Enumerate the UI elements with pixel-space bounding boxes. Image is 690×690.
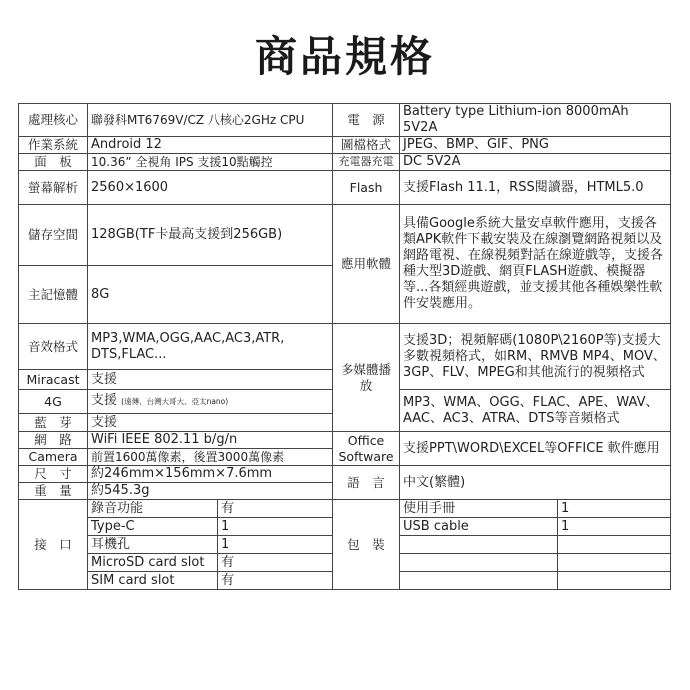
image-format-label: 圖檔格式 <box>333 137 400 154</box>
package-item-name <box>400 554 558 572</box>
os-value: Android 12 <box>88 137 333 154</box>
port-name: SIM card slot <box>88 572 218 590</box>
flash-label: Flash <box>333 171 400 205</box>
port-name: 耳機孔 <box>88 536 218 554</box>
cpu-value: 聯發科MT6769V/CZ 八核心2GHz CPU <box>88 104 333 137</box>
lte-carrier-note: (遠傳、台灣大哥大、亞太nano) <box>121 397 229 406</box>
audio-value: MP3,WMA,OGG,AAC,AC3,ATR, DTS,FLAC... <box>88 324 333 370</box>
size-value: 約246mm×156mm×7.6mm <box>88 466 333 483</box>
miracast-label: Miracast <box>19 370 88 390</box>
camera-value: 前置1600萬像素，後置3000萬像素 <box>88 449 333 466</box>
apps-label: 應用軟體 <box>333 205 400 324</box>
office-label: Office Software <box>333 432 400 466</box>
bluetooth-label: 藍 芽 <box>19 414 88 432</box>
language-label: 語 言 <box>333 466 400 500</box>
package-item-name: 使用手冊 <box>400 500 558 518</box>
package-label: 包 裝 <box>333 500 400 590</box>
package-item-value <box>558 554 671 572</box>
power-label: 電 源 <box>333 104 400 137</box>
apps-value: 具備Google系統大量安卓軟件應用，支援各類APK軟件下載安裝及在線瀏覽網路視頻以及網路電視、在線視頻對話在線遊戲等，支援各種大型3D遊戲、網頁FLASH遊戲、模擬器等...各類經典遊戲，並支援其他各種娛樂性軟件安裝應用。 <box>400 205 671 324</box>
panel-label: 面 板 <box>19 154 88 171</box>
office-value: 支援PPT\WORD\EXCEL等OFFICE 軟件應用 <box>400 432 671 466</box>
port-value: 1 <box>218 536 333 554</box>
multimedia-audio-value: MP3、WMA、OGG、FLAC、APE、WAV、AAC、AC3、ATRA、DTS等音頻格式 <box>400 390 671 432</box>
port-name: Type-C <box>88 518 218 536</box>
storage-value: 128GB(TF卡最高支援到256GB) <box>88 205 333 266</box>
port-name: 錄音功能 <box>88 500 218 518</box>
resolution-value: 2560×1600 <box>88 171 333 205</box>
image-format-value: JPEG、BMP、GIF、PNG <box>400 137 671 154</box>
port-name: MicroSD card slot <box>88 554 218 572</box>
package-item-name <box>400 536 558 554</box>
os-label: 作業系統 <box>19 137 88 154</box>
weight-label: 重 量 <box>19 483 88 500</box>
spec-table <box>18 103 671 590</box>
miracast-value: 支援 <box>88 370 333 390</box>
package-item-name: USB cable <box>400 518 558 536</box>
port-value: 1 <box>218 518 333 536</box>
multimedia-video-value: 支援3D；視頻解碼(1080P\2160P等)支援大多數視頻格式，如RM、RMVB MP4、MOV、3GP、FLV、MPEG和其他流行的視頻格式 <box>400 324 671 390</box>
flash-value: 支援Flash 11.1，RSS閱讀器，HTML5.0 <box>400 171 671 205</box>
package-item-name <box>400 572 558 590</box>
charger-value: DC 5V2A <box>400 154 671 171</box>
memory-label: 主記憶體 <box>19 266 88 324</box>
port-value: 有 <box>218 554 333 572</box>
bluetooth-value: 支援 <box>88 414 333 432</box>
lte-value <box>88 390 333 414</box>
lte-support: 支援 <box>91 393 118 408</box>
charger-label: 充電器充電 <box>333 154 400 171</box>
package-item-value: 1 <box>558 518 671 536</box>
language-value: 中文(繁體) <box>400 466 671 500</box>
memory-value: 8G <box>88 266 333 324</box>
port-value: 有 <box>218 500 333 518</box>
multimedia-label: 多媒體播放 <box>333 324 400 432</box>
network-label: 網 路 <box>19 432 88 449</box>
camera-label: Camera <box>19 449 88 466</box>
network-value: WiFi IEEE 802.11 b/g/n <box>88 432 333 449</box>
cpu-label: 處理核心 <box>19 104 88 137</box>
size-label: 尺 寸 <box>19 466 88 483</box>
port-value: 有 <box>218 572 333 590</box>
weight-value: 約545.3g <box>88 483 333 500</box>
storage-label: 儲存空間 <box>19 205 88 266</box>
ports-label: 接 口 <box>19 500 88 590</box>
panel-value: 10.36” 全視角 IPS 支援10點觸控 <box>88 154 333 171</box>
resolution-label: 螢幕解析 <box>19 171 88 205</box>
package-item-value: 1 <box>558 500 671 518</box>
package-item-value <box>558 572 671 590</box>
page-title: 商品規格 <box>254 32 435 81</box>
lte-label: 4G <box>19 390 88 414</box>
audio-label: 音效格式 <box>19 324 88 370</box>
power-value: Battery type Lithium-ion 8000mAh 5V2A <box>400 104 671 137</box>
package-item-value <box>558 536 671 554</box>
